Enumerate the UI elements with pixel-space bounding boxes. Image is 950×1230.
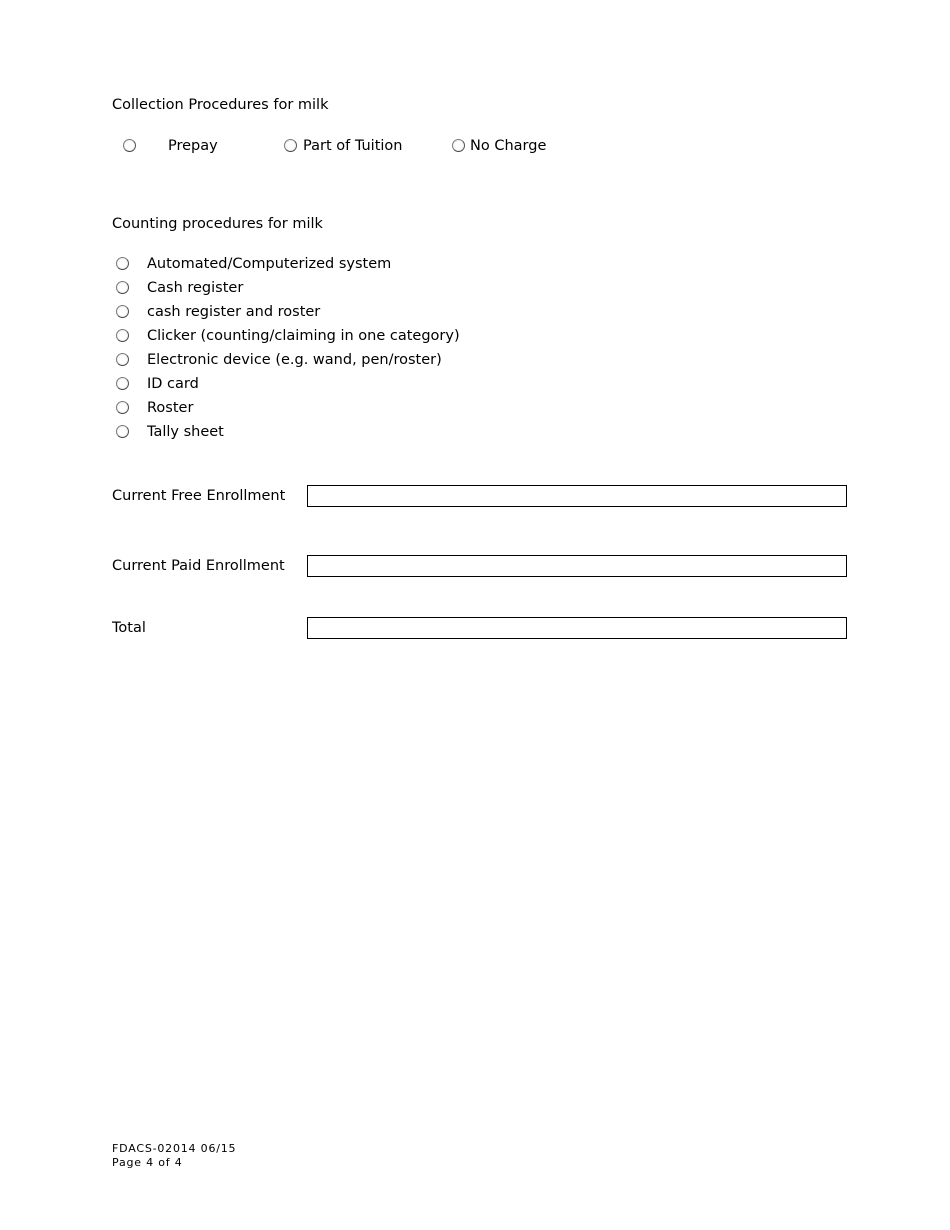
radio-no-charge[interactable] <box>452 139 465 152</box>
radio-label-prepay: Prepay <box>168 138 218 154</box>
radio-clicker[interactable] <box>116 329 129 342</box>
radio-label-roster: Roster <box>147 400 194 416</box>
radio-electronic-device[interactable] <box>116 353 129 366</box>
radio-label-part-of-tuition: Part of Tuition <box>303 138 403 154</box>
free-enrollment-label: Current Free Enrollment <box>112 488 286 504</box>
radio-roster[interactable] <box>116 401 129 414</box>
radio-id-card[interactable] <box>116 377 129 390</box>
radio-label-electronic-device: Electronic device (e.g. wand, pen/roster) <box>147 352 442 368</box>
radio-part-of-tuition[interactable] <box>284 139 297 152</box>
total-label: Total <box>112 620 146 636</box>
total-input[interactable] <box>307 617 847 639</box>
radio-prepay[interactable] <box>123 139 136 152</box>
paid-enrollment-input[interactable] <box>307 555 847 577</box>
radio-label-no-charge: No Charge <box>470 138 547 154</box>
radio-label-cash-register: Cash register <box>147 280 244 296</box>
radio-label-clicker: Clicker (counting/claiming in one category) <box>147 328 460 344</box>
radio-label-automated: Automated/Computerized system <box>147 256 392 272</box>
radio-cash-register[interactable] <box>116 281 129 294</box>
radio-cash-register-roster[interactable] <box>116 305 129 318</box>
radio-automated[interactable] <box>116 257 129 270</box>
radio-label-id-card: ID card <box>147 376 199 392</box>
radio-tally-sheet[interactable] <box>116 425 129 438</box>
radio-label-cash-register-roster: cash register and roster <box>147 304 321 320</box>
footer-form-id: FDACS-02014 06/15 <box>112 1142 237 1155</box>
footer-page-number: Page 4 of 4 <box>112 1156 183 1169</box>
collection-title: Collection Procedures for milk <box>112 97 329 113</box>
paid-enrollment-label: Current Paid Enrollment <box>112 558 285 574</box>
radio-label-tally-sheet: Tally sheet <box>147 424 224 440</box>
free-enrollment-input[interactable] <box>307 485 847 507</box>
counting-title: Counting procedures for milk <box>112 216 323 232</box>
